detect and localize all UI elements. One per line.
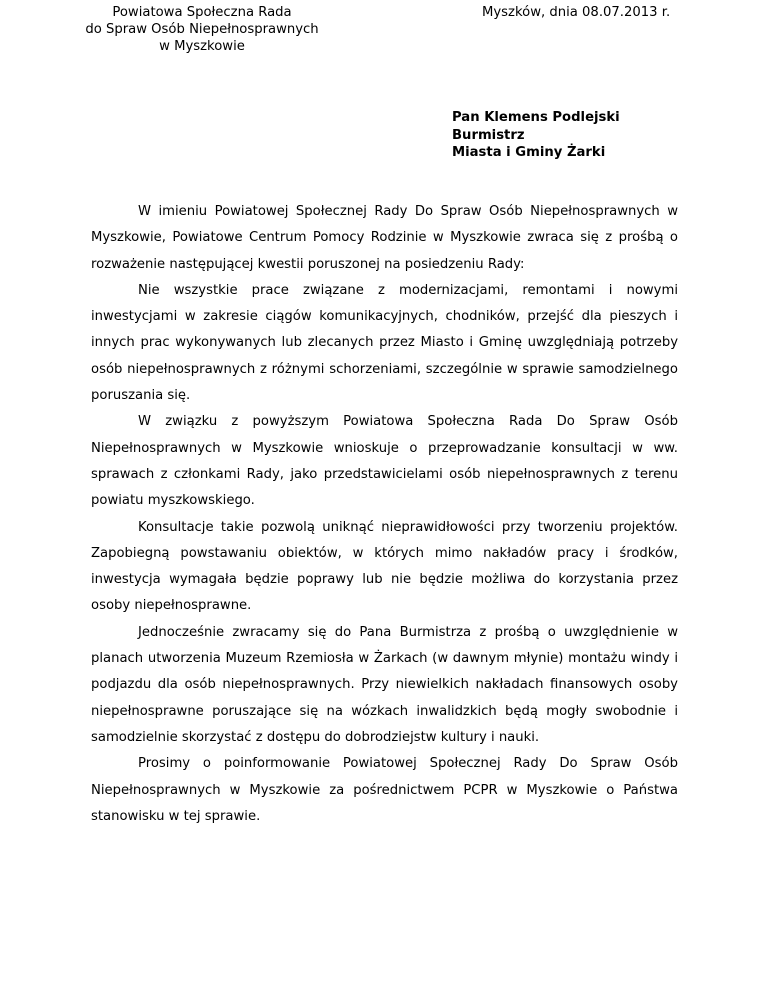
body-paragraph: W imieniu Powiatowej Społecznej Rady Do Spraw Osób Niepełnosprawnych w Myszkowie, Powiatowe Centrum Pomocy Rodzinie w Myszkowie zwraca się z prośbą o rozważenie następującej kwestii poruszonej na posiedzeniu Rady: xyxy=(91,204,678,272)
sender-line: w Myszkowie xyxy=(159,39,245,54)
body-paragraph: Nie wszystkie prace związane z modernizacjami, remontami i nowymi inwestycjami w zakresie ciągów komunikacyjnych, chodników, przejść dla pieszych i innych prac wykonywanych lub zlecanych przez Miasto i Gminę uwzględniają potrzeby osób niepełnosprawnych z różnymi schorzeniami, szczególnie w sprawie samodzielnego poruszania się. xyxy=(91,282,678,404)
sender-line: Powiatowa Społeczna Rada xyxy=(112,5,292,20)
body-paragraph: W związku z powyższym Powiatowa Społeczna Rada Do Spraw Osób Niepełnosprawnych w Myszkowie wnioskuje o przeprowadzanie konsultacji w ww. sprawach z członkami Rady, jako przedstawicielami osób niepełnosprawnych z terenu powiatu myszkowskiego. xyxy=(91,414,678,509)
recipient-office: Miasta i Gminy Żarki xyxy=(452,145,606,160)
recipient-block xyxy=(452,109,620,162)
sender-line: do Spraw Osób Niepełnosprawnych xyxy=(85,22,319,37)
recipient-title: Burmistrz xyxy=(452,127,525,143)
recipient-name: Pan Klemens Podlejski xyxy=(452,110,620,125)
body-paragraph: Prosimy o poinformowanie Powiatowej Społecznej Rady Do Spraw Osób Niepełnosprawnych w Myszkowie za pośrednictwem PCPR w Myszkowie o Państwa stanowisku w tej sprawie. xyxy=(91,756,678,824)
sender-block xyxy=(82,4,322,55)
letter-date: Myszków, dnia 08.07.2013 r. xyxy=(482,5,671,20)
letter-body xyxy=(91,199,678,830)
body-paragraph: Jednocześnie zwracamy się do Pana Burmistrza z prośbą o uwzględnienie w planach utworzenia Muzeum Rzemiosła w Żarkach (w dawnym młynie) montażu windy i podjazdu dla osób niepełnosprawnych. Przy niewielkich nakładach finansowych osoby niepełnosprawne poruszające się na wózkach inwalidzkich będą mogły swobodnie i samodzielnie skorzystać z dostępu do dobrodziejstw kultury i nauki. xyxy=(91,624,678,745)
body-paragraph: Konsultacje takie pozwolą uniknąć nieprawidłowości przy tworzeniu projektów. Zapobiegną powstawaniu obiektów, w których mimo nakładów pracy i środków, inwestycja wymagała będzie poprawy lub nie będzie możliwa do korzystania przez osoby niepełnosprawne. xyxy=(91,519,678,614)
